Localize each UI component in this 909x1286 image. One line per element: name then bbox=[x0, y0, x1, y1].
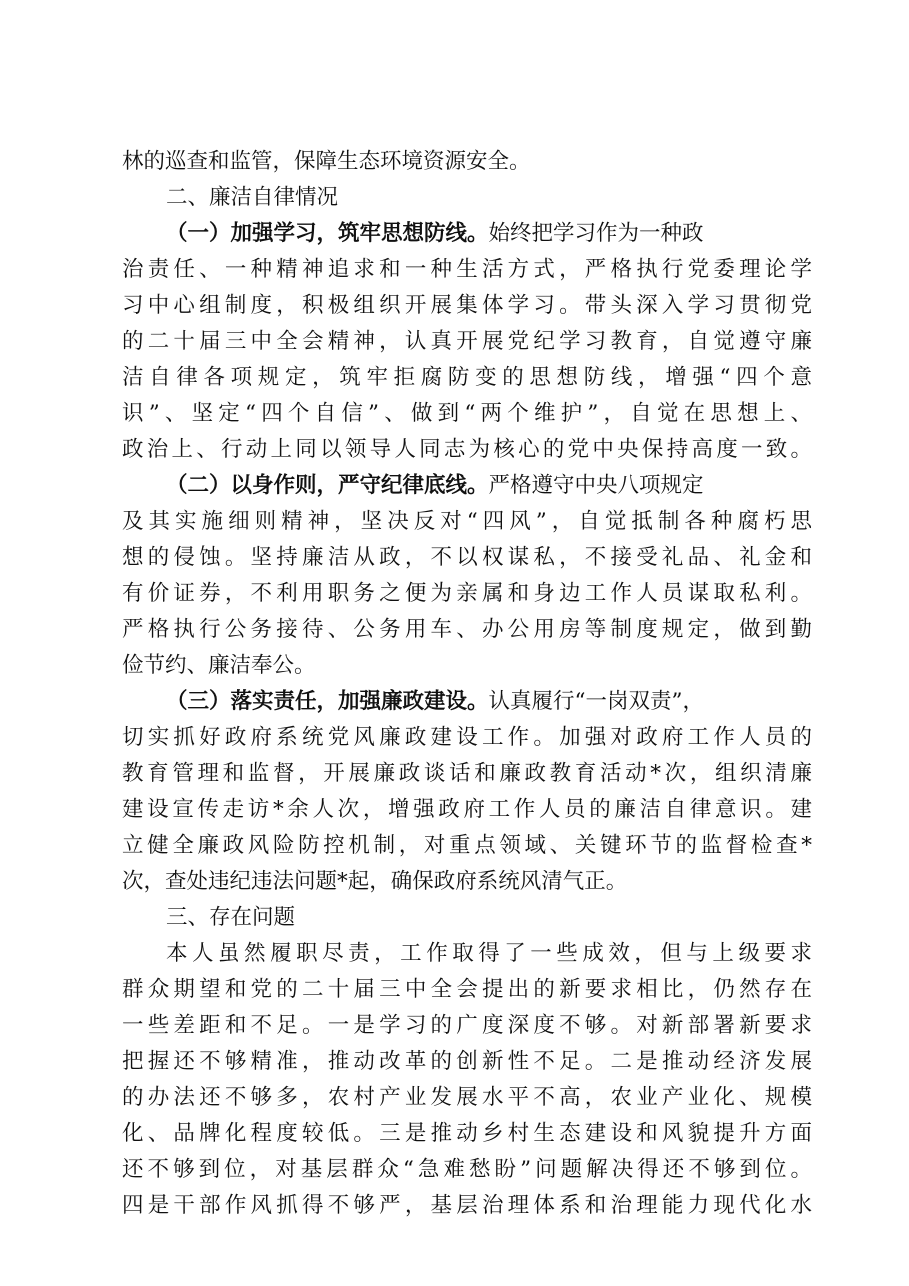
paragraph-line bbox=[122, 756, 812, 792]
paragraph-line bbox=[122, 1116, 812, 1152]
line-text: 四是干部作风抓得不够严，基层治理体系和治理能力现代化水 bbox=[122, 1193, 812, 1218]
paragraph-line bbox=[122, 720, 812, 756]
paragraph-line bbox=[166, 936, 812, 972]
paragraph-line bbox=[122, 648, 812, 684]
line-text: 教育管理和监督，开展廉政谈话和廉政教育活动*次，组织清廉 bbox=[122, 761, 812, 786]
paragraph-line bbox=[122, 504, 812, 540]
line-text: 的二十届三中全会精神，认真开展党纪学习教育，自觉遵守廉 bbox=[122, 329, 812, 354]
subsection-title: （二）以身作则，严守纪律底线。 bbox=[166, 473, 489, 498]
paragraph-line bbox=[122, 1080, 812, 1116]
line-text: 群众期望和党的二十届三中全会提出的新要求相比，仍然存在 bbox=[122, 977, 812, 1002]
subsection-title: （三）落实责任，加强廉政建设。 bbox=[166, 689, 489, 714]
section-heading-2 bbox=[166, 180, 812, 216]
paragraph-line bbox=[122, 324, 812, 360]
line-text: 及其实施细则精神，坚决反对“四风”，自觉抵制各种腐朽思 bbox=[122, 509, 812, 534]
paragraph-line bbox=[122, 792, 812, 828]
paragraph-line bbox=[122, 972, 812, 1008]
paragraph-line bbox=[122, 612, 812, 648]
paragraph-line bbox=[122, 1188, 812, 1224]
line-text: 严格遵守中央八项规定 bbox=[488, 473, 704, 498]
section-heading-3 bbox=[166, 900, 812, 936]
subsection-title: （一）加强学习，筑牢思想防线。 bbox=[166, 221, 489, 246]
line-text: 有价证券，不利用职务之便为亲属和身边工作人员谋取私利。 bbox=[122, 581, 812, 606]
subsection-2-first-line bbox=[166, 468, 812, 504]
line-text: 严格执行公务接待、公务用车、办公用房等制度规定，做到勤 bbox=[122, 617, 812, 642]
subsection-1-first-line bbox=[166, 216, 812, 252]
line-text: 俭节约、廉洁奉公。 bbox=[122, 653, 316, 678]
line-text: 切实抓好政府系统党风廉政建设工作。加强对政府工作人员的 bbox=[122, 725, 812, 750]
line-text: 认真履行“一岗双责”， bbox=[488, 689, 704, 714]
paragraph-line bbox=[122, 1008, 812, 1044]
paragraph-line bbox=[122, 1152, 812, 1188]
heading-text: 三、存在问题 bbox=[166, 905, 296, 930]
paragraph-line bbox=[122, 144, 812, 180]
line-text: 立健全廉政风险防控机制，对重点领域、关键环节的监督检查* bbox=[122, 833, 812, 858]
line-text: 始终把学习作为一种政 bbox=[488, 221, 704, 246]
line-text: 把握还不够精准，推动改革的创新性不足。二是推动经济发展 bbox=[122, 1049, 812, 1074]
paragraph-line bbox=[122, 1044, 812, 1080]
paragraph-line bbox=[122, 360, 812, 396]
paragraph-line bbox=[122, 828, 812, 864]
line-text: 习中心组制度，积极组织开展集体学习。带头深入学习贯彻党 bbox=[122, 293, 812, 318]
paragraph-line bbox=[122, 252, 812, 288]
line-text: 一些差距和不足。一是学习的广度深度不够。对新部署新要求 bbox=[122, 1013, 812, 1038]
line-text: 化、品牌化程度较低。三是推动乡村生态建设和风貌提升方面 bbox=[122, 1121, 812, 1146]
line-text: 治责任、一种精神追求和一种生活方式，严格执行党委理论学 bbox=[122, 257, 812, 282]
heading-text: 二、廉洁自律情况 bbox=[166, 185, 339, 210]
line-text: 想的侵蚀。坚持廉洁从政，不以权谋私，不接受礼品、礼金和 bbox=[122, 545, 812, 570]
line-text: 的办法还不够多，农村产业发展水平不高，农业产业化、规模 bbox=[122, 1085, 812, 1110]
line-text: 还不够到位，对基层群众“急难愁盼”问题解决得还不够到位。 bbox=[122, 1157, 812, 1182]
line-text: 洁自律各项规定，筑牢拒腐防变的思想防线，增强“四个意 bbox=[122, 365, 812, 390]
paragraph-line bbox=[122, 288, 812, 324]
subsection-3-first-line bbox=[166, 684, 812, 720]
paragraph-line bbox=[122, 864, 812, 900]
line-text: 建设宣传走访*余人次，增强政府工作人员的廉洁自律意识。建 bbox=[122, 797, 812, 822]
line-text: 本人虽然履职尽责，工作取得了一些成效，但与上级要求 bbox=[166, 941, 812, 966]
line-text: 识”、坚定“四个自信”、做到“两个维护”，自觉在思想上、 bbox=[122, 401, 812, 426]
paragraph-line bbox=[122, 576, 812, 612]
line-text: 次，查处违纪违法问题*起，确保政府系统风清气正。 bbox=[122, 869, 628, 894]
paragraph-line bbox=[122, 540, 812, 576]
paragraph-line bbox=[122, 432, 812, 468]
line-text: 林的巡查和监管，保障生态环境资源安全。 bbox=[122, 149, 531, 174]
line-text: 政治上、行动上同以领导人同志为核心的党中央保持高度一致。 bbox=[122, 437, 812, 462]
paragraph-line bbox=[122, 396, 812, 432]
